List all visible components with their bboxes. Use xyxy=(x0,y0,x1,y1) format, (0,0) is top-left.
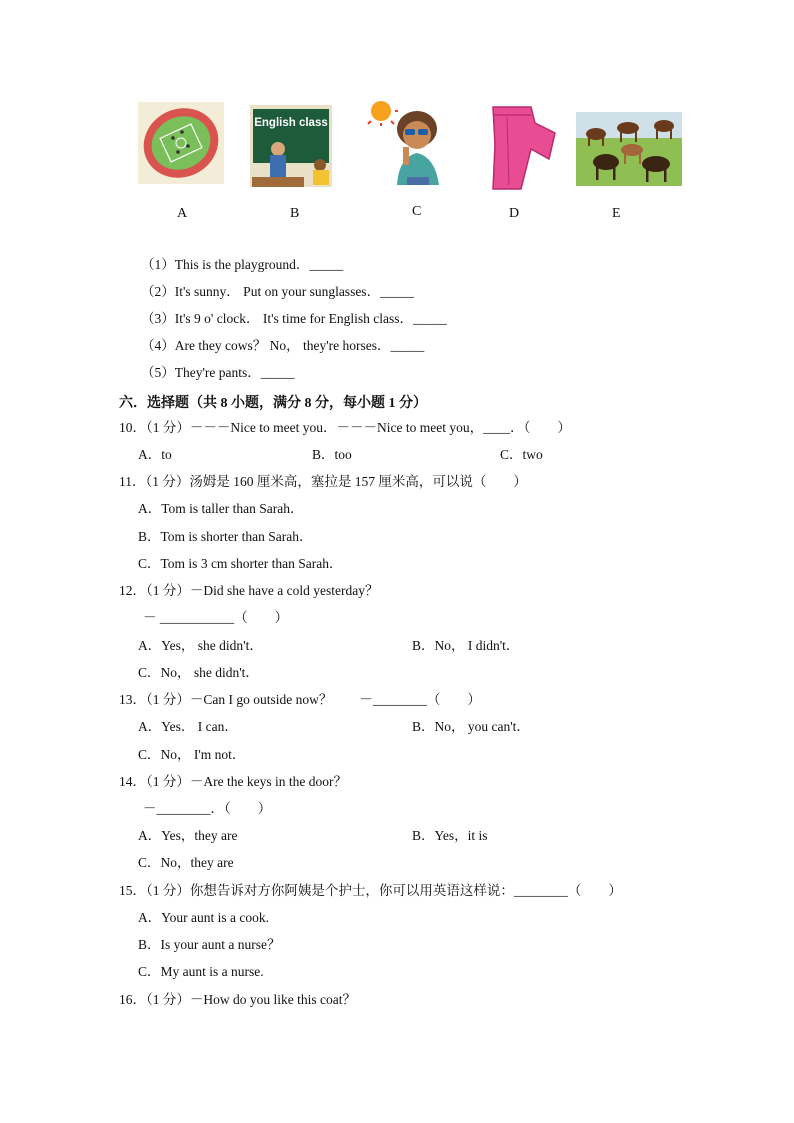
pants-icon xyxy=(485,105,561,191)
question-14-option-a[interactable]: A．Yes，they are xyxy=(138,828,238,843)
question-10-stem: 10．（1 分）－－－Nice to meet you．－－－Nice to meet you，____．（ ） xyxy=(119,420,571,435)
question-12-option-b[interactable]: B．No， I didn't． xyxy=(412,638,520,653)
english-class-text: English class xyxy=(254,117,328,129)
question-12-answer-blank: － ___________（ ） xyxy=(143,610,289,625)
question-14-stem: 14．（1 分）－Are the keys in the door？ xyxy=(119,774,347,789)
question-15-option-b[interactable]: B．Is your aunt a nurse？ xyxy=(138,937,281,952)
question-15-option-c[interactable]: C．My aunt is a nurse. xyxy=(138,964,264,979)
question-13-option-a[interactable]: A．Yes． I can． xyxy=(138,719,238,734)
picture-label-d: D xyxy=(509,206,520,221)
matching-item-4: （4）Are they cows？ No， they're horses．_____ xyxy=(141,338,425,353)
question-10-option-a[interactable]: A．to xyxy=(138,447,172,462)
question-12-option-a[interactable]: A．Yes， she didn't． xyxy=(138,638,263,653)
english-class-icon xyxy=(250,105,332,187)
question-12-option-c[interactable]: C．No， she didn't． xyxy=(138,665,259,680)
picture-label-b: B xyxy=(290,206,300,221)
question-13-stem: 13．（1 分）－Can I go outside now？ －________（ ） xyxy=(119,692,481,707)
matching-item-1: （1）This is the playground．_____ xyxy=(141,257,344,272)
question-14-option-b[interactable]: B．Yes，it is xyxy=(412,828,488,843)
question-11-option-a[interactable]: A．Tom is taller than Sarah． xyxy=(138,501,304,516)
question-11-option-b[interactable]: B．Tom is shorter than Sarah． xyxy=(138,529,313,544)
question-11-option-c[interactable]: C．Tom is 3 cm shorter than Sarah． xyxy=(138,556,343,571)
matching-item-5: （5）They're pants．_____ xyxy=(141,365,295,380)
horses-icon xyxy=(576,112,682,186)
question-16-stem: 16．（1 分）－How do you like this coat？ xyxy=(119,992,356,1007)
picture-label-c: C xyxy=(412,204,422,219)
sunglasses-boy-icon xyxy=(367,99,455,187)
question-14-option-c[interactable]: C．No，they are xyxy=(138,855,234,870)
playground-icon xyxy=(138,102,224,184)
question-10-option-b[interactable]: B．too xyxy=(312,447,352,462)
question-12-stem: 12．（1 分）－Did she have a cold yesterday？ xyxy=(119,583,379,598)
picture-label-a: A xyxy=(177,206,188,221)
question-11-stem: 11．（1 分）汤姆是 160 厘米高，塞拉是 157 厘米高，可以说（ ） xyxy=(119,474,527,489)
section-title: 六．选择题（共 8 小题，满分 8 分，每小题 1 分） xyxy=(119,396,427,411)
question-13-option-b[interactable]: B．No， you can't． xyxy=(412,719,530,734)
question-10-option-c[interactable]: C．two xyxy=(500,447,543,462)
matching-item-2: （2）It's sunny． Put on your sunglasses．_____ xyxy=(141,284,414,299)
question-15-option-a[interactable]: A．Your aunt is a cook. xyxy=(138,910,269,925)
matching-item-3: （3）It's 9 o' clock． It's time for English class．_____ xyxy=(141,311,447,326)
picture-label-e: E xyxy=(612,206,621,221)
question-14-answer-blank: －________．（ ） xyxy=(143,801,272,816)
question-13-option-c[interactable]: C．No， I'm not． xyxy=(138,747,246,762)
question-15-stem: 15．（1 分）你想告诉对方你阿姨是个护士，你可以用英语这样说：________（ ） xyxy=(119,883,622,898)
